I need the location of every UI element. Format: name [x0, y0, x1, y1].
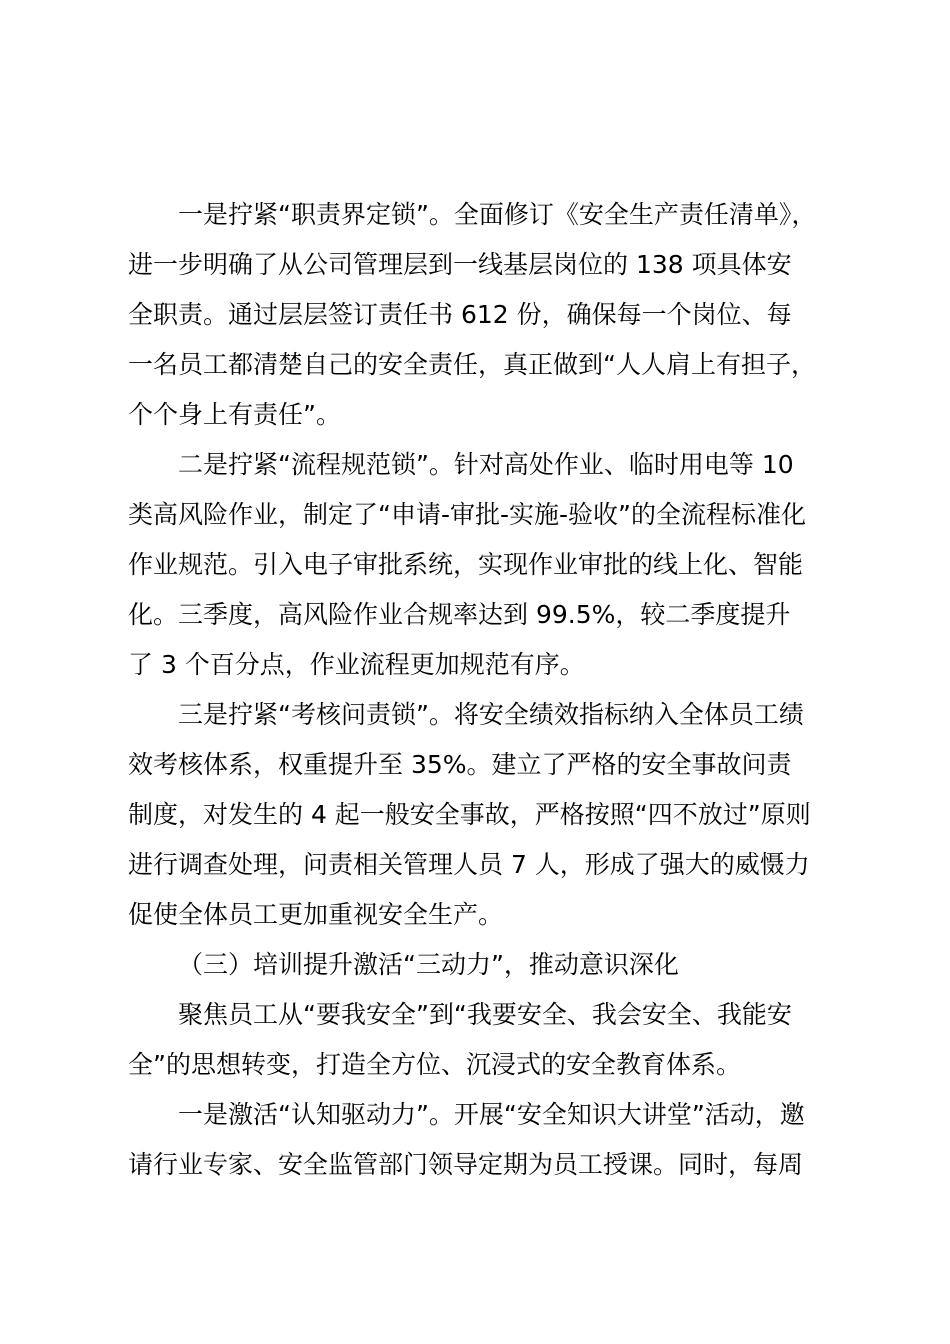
paragraph-line: 请行业专家、安全监管部门领导定期为员工授课。同时，每周 — [128, 1150, 804, 1179]
paragraph-line: 制度，对发生的 4 起一般安全事故，严格按照“四不放过”原则 — [128, 800, 811, 829]
paragraph-line: 二是拧紧“流程规范锁”。针对高处作业、临时用电等 10 — [178, 450, 794, 479]
paragraph-line: 效考核体系，权重提升至 35%。建立了严格的安全事故问责 — [128, 750, 792, 779]
paragraph-line: 促使全体员工更加重视安全生产。 — [128, 900, 504, 929]
paragraph-line: 进行调查处理，问责相关管理人员 7 人，形成了强大的威慑力 — [128, 850, 810, 879]
paragraph-line: 全职责。通过层层签订责任书 612 份，确保每一个岗位、每 — [128, 300, 792, 329]
paragraph-line: 进一步明确了从公司管理层到一线基层岗位的 138 项具体安 — [128, 250, 792, 279]
paragraph-line: 一是激活“认知驱动力”。开展“安全知识大讲堂”活动，邀 — [178, 1100, 805, 1129]
paragraph-line: 化。三季度，高风险作业合规率达到 99.5%，较二季度提升 — [128, 600, 791, 629]
section-heading: （三）培训提升激活“三动力”，推动意识深化 — [178, 950, 679, 979]
paragraph-line: 一名员工都清楚自己的安全责任，真正做到“人人肩上有担子， — [128, 350, 816, 379]
paragraph-line: 聚焦员工从“要我安全”到“我要安全、我会安全、我能安 — [178, 1000, 792, 1029]
paragraph-line: 类高风险作业，制定了“申请-审批-实施-验收”的全流程标准化 — [128, 500, 806, 529]
paragraph-line: 作业规范。引入电子审批系统，实现作业审批的线上化、智能 — [128, 550, 804, 579]
paragraph-line: 个个身上有责任”。 — [128, 400, 341, 429]
paragraph-line: 全”的思想转变，打造全方位、沉浸式的安全教育体系。 — [128, 1050, 741, 1079]
paragraph-line: 三是拧紧“考核问责锁”。将安全绩效指标纳入全体员工绩 — [178, 700, 804, 729]
paragraph-line: 一是拧紧“职责界定锁”。全面修订《安全生产责任清单》， — [178, 200, 817, 229]
paragraph-line: 了 3 个百分点，作业流程更加规范有序。 — [128, 650, 585, 679]
